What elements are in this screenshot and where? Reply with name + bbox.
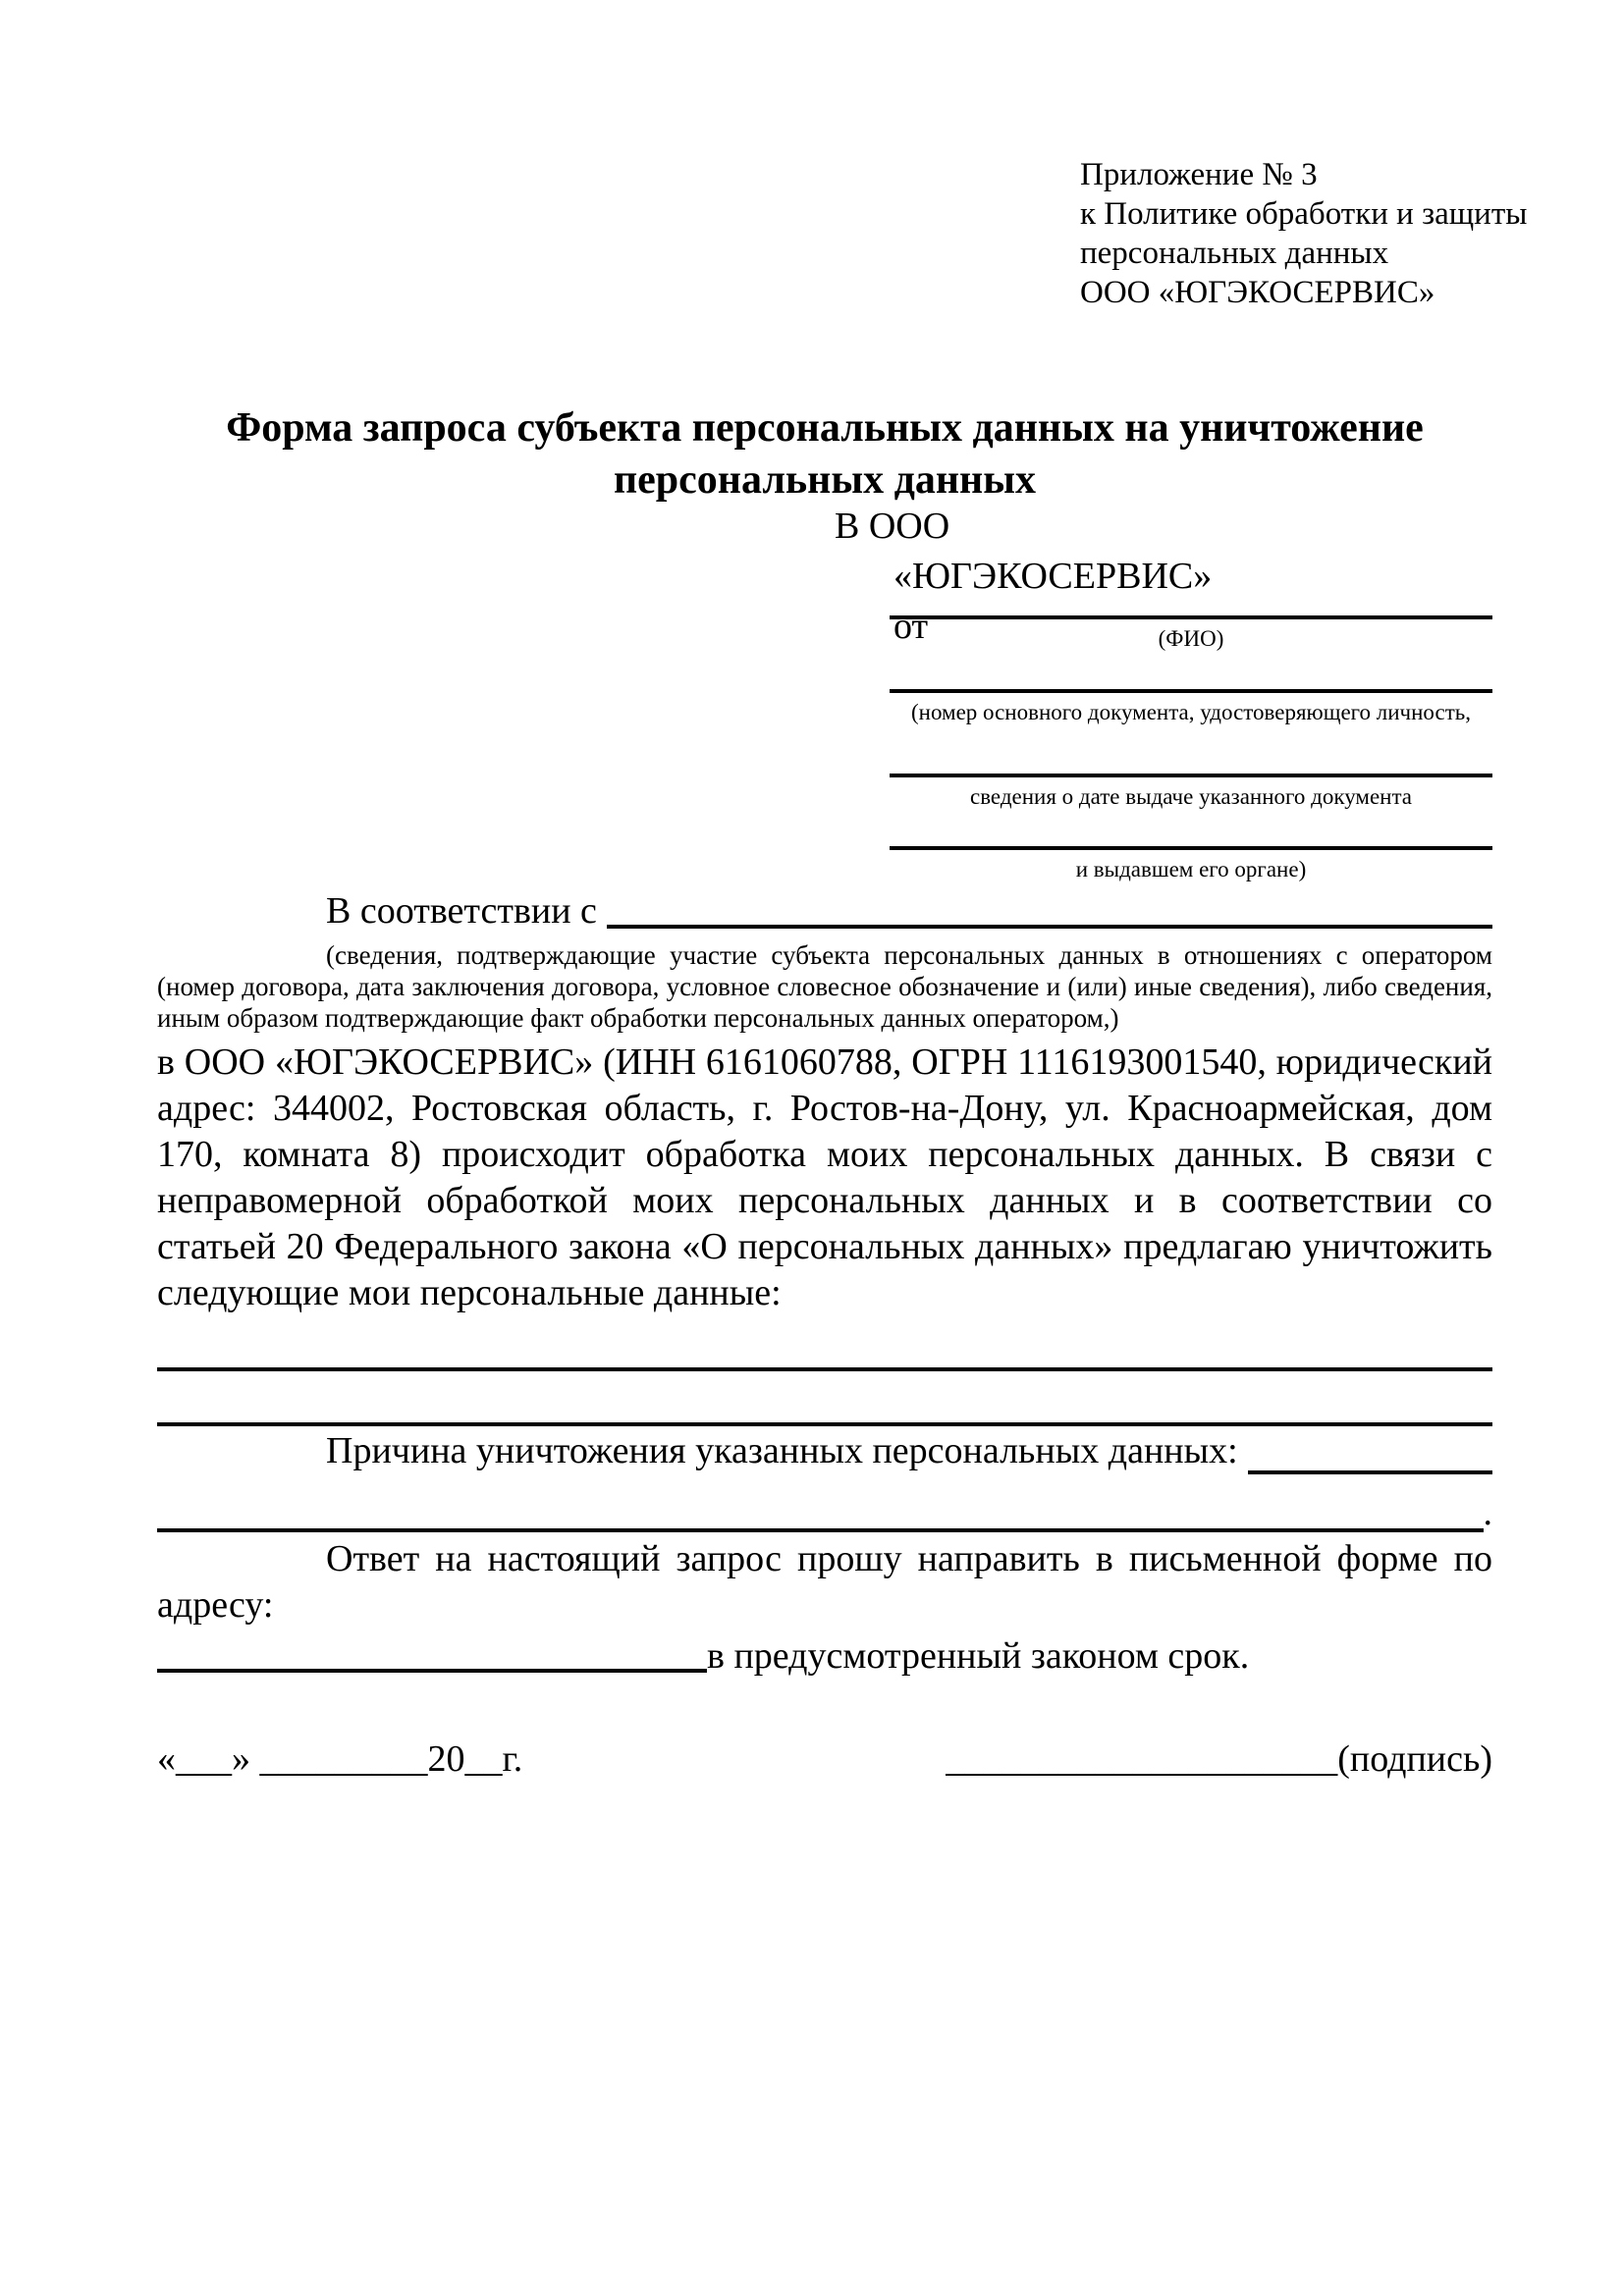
reason-line-period: . — [1483, 1492, 1492, 1533]
personal-data-fill-line-2 — [157, 1371, 1492, 1426]
accordance-prefix: В соответствии с — [326, 890, 597, 932]
reason-label: Причина уничтожения указанных персональных данных: — [326, 1430, 1238, 1471]
appendix-number: Приложение № 3 — [1080, 157, 1318, 192]
appendix-company: ООО «ЮГЭКОСЕРВИС» — [1080, 275, 1435, 310]
document-title — [157, 402, 1492, 507]
document-issuer-fill-line — [890, 846, 1492, 850]
date-signature-row — [157, 1736, 1492, 1783]
response-address-row — [157, 1629, 1492, 1680]
response-sentence: Ответ на настоящий запрос прошу направить в письменной форме по адресу: — [157, 1538, 1492, 1626]
fio-fill-line — [890, 615, 1492, 619]
accordance-row — [157, 888, 1492, 935]
document-title-line-2: персональных данных — [613, 457, 1037, 503]
accordance-fill-line — [607, 925, 1492, 929]
document-issue-date-fill-line — [890, 774, 1492, 777]
accordance-hint: (сведения, подтверждающие участие субъекта персональных данных в отношениях с оператором (номер договора, дата заключения договора, условное словесное обозначение и (или) иные сведения), либо сведения, иным образом подтверждающие факт обработки персональных данных оператором,) — [157, 940, 1492, 1033]
response-address-fill-line — [157, 1669, 707, 1673]
reason-fill-line-2-rule — [157, 1528, 1484, 1532]
reason-row — [157, 1428, 1492, 1481]
addressee-from-label: от — [893, 606, 929, 647]
signature-area — [946, 1736, 1492, 1783]
document-body — [157, 888, 1492, 1783]
document-issuer-caption: и выдавшем его органе) — [1075, 857, 1307, 881]
addressee-to-prefix: В ООО — [835, 506, 950, 547]
signature-caption: (подпись) — [1337, 1738, 1492, 1780]
reason-fill-line — [1248, 1470, 1492, 1474]
response-suffix: в предусмотренный законом срок. — [707, 1635, 1250, 1677]
main-paragraph: в ООО «ЮГЭКОСЕРВИС» (ИНН 6161060788, ОГРН 1116193001540, юридический адрес: 344002, Ростовская область, г. Ростов-на-Дону, ул. Красноармейская, дом 170, комната 8) происходит обработка моих персональных данных. В связи с неправомерной обработкой моих персональных данных и в соответствии со статьей 20 Федерального закона «О персональных данных» предлагаю уничтожить следующие мои персональные данные: — [157, 1041, 1492, 1313]
appendix-header — [1080, 155, 1527, 312]
addressee-company: «ЮГЭКОСЕРВИС» — [893, 556, 1213, 597]
reason-fill-line-2 — [157, 1481, 1492, 1532]
appendix-policy-ref-2: персональных данных — [1080, 236, 1389, 271]
document-number-fill-line — [890, 689, 1492, 693]
signature-blank: _____________________ — [946, 1738, 1338, 1780]
document-issue-date-caption: сведения о дате выдаче указанного документа — [969, 784, 1413, 809]
fio-caption: (ФИО) — [1158, 626, 1224, 651]
personal-data-fill-line-1 — [157, 1316, 1492, 1371]
document-number-caption: (номер основного документа, удостоверяющего личность, — [910, 700, 1471, 724]
date-blank: «___» _________20__г. — [157, 1738, 523, 1780]
appendix-policy-ref: к Политике обработки и защиты — [1080, 196, 1528, 232]
document-title-line-1: Форма запроса субъекта персональных данных на уничтожение — [226, 405, 1424, 451]
